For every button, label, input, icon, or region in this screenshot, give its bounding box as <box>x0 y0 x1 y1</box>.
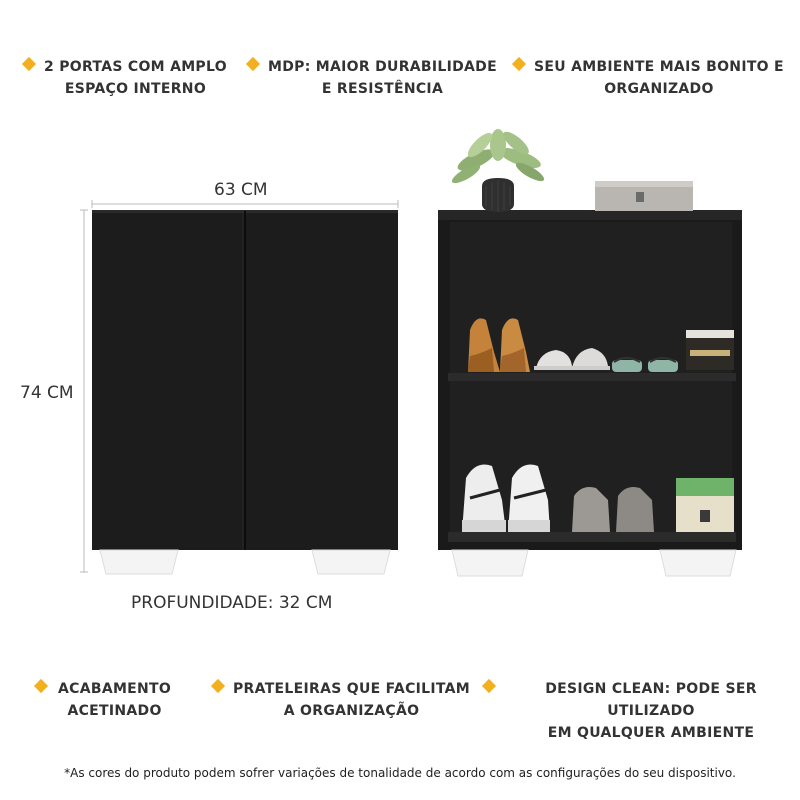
open-cabinet <box>438 128 742 576</box>
diamond-bullet-icon <box>211 679 225 693</box>
green-shoe-box <box>676 478 734 532</box>
diamond-bullet-icon <box>482 679 496 693</box>
feature-design <box>484 678 800 744</box>
feature-acabamento-text: ACABAMENTO ACETINADO <box>58 681 172 719</box>
feature-prateleiras-text: PRATELEIRAS QUE FACILITAM A ORGANIZAÇÃO <box>233 681 471 719</box>
plant-decoration <box>450 128 547 212</box>
height-label: 74 CM <box>20 383 74 403</box>
depth-label: PROFUNDIDADE: 32 CM <box>131 593 333 613</box>
feature-ambiente-text: SEU AMBIENTE MAIS BONITO E ORGANIZADO <box>534 59 784 97</box>
feature-prateleiras <box>213 678 470 722</box>
color-disclaimer: *As cores do produto podem sofrer variações de tonalidade de acordo com as configurações do seu dispositivo. <box>64 766 736 780</box>
feature-mdp-text: MDP: MAIOR DURABILIDADE E RESISTÊNCIA <box>268 59 497 97</box>
storage-box-decoration <box>595 181 693 211</box>
diamond-bullet-icon <box>34 679 48 693</box>
feature-design-text: DESIGN CLEAN: PODE SER UTILIZADO EM QUALQUER AMBIENTE <box>545 681 757 741</box>
feature-doors-text: 2 PORTAS COM AMPLO ESPAÇO INTERNO <box>44 59 227 97</box>
shoe-boxes-decoration <box>686 330 734 370</box>
feature-acabamento <box>36 678 171 722</box>
closed-cabinet <box>92 210 398 574</box>
width-label: 63 CM <box>214 180 268 200</box>
